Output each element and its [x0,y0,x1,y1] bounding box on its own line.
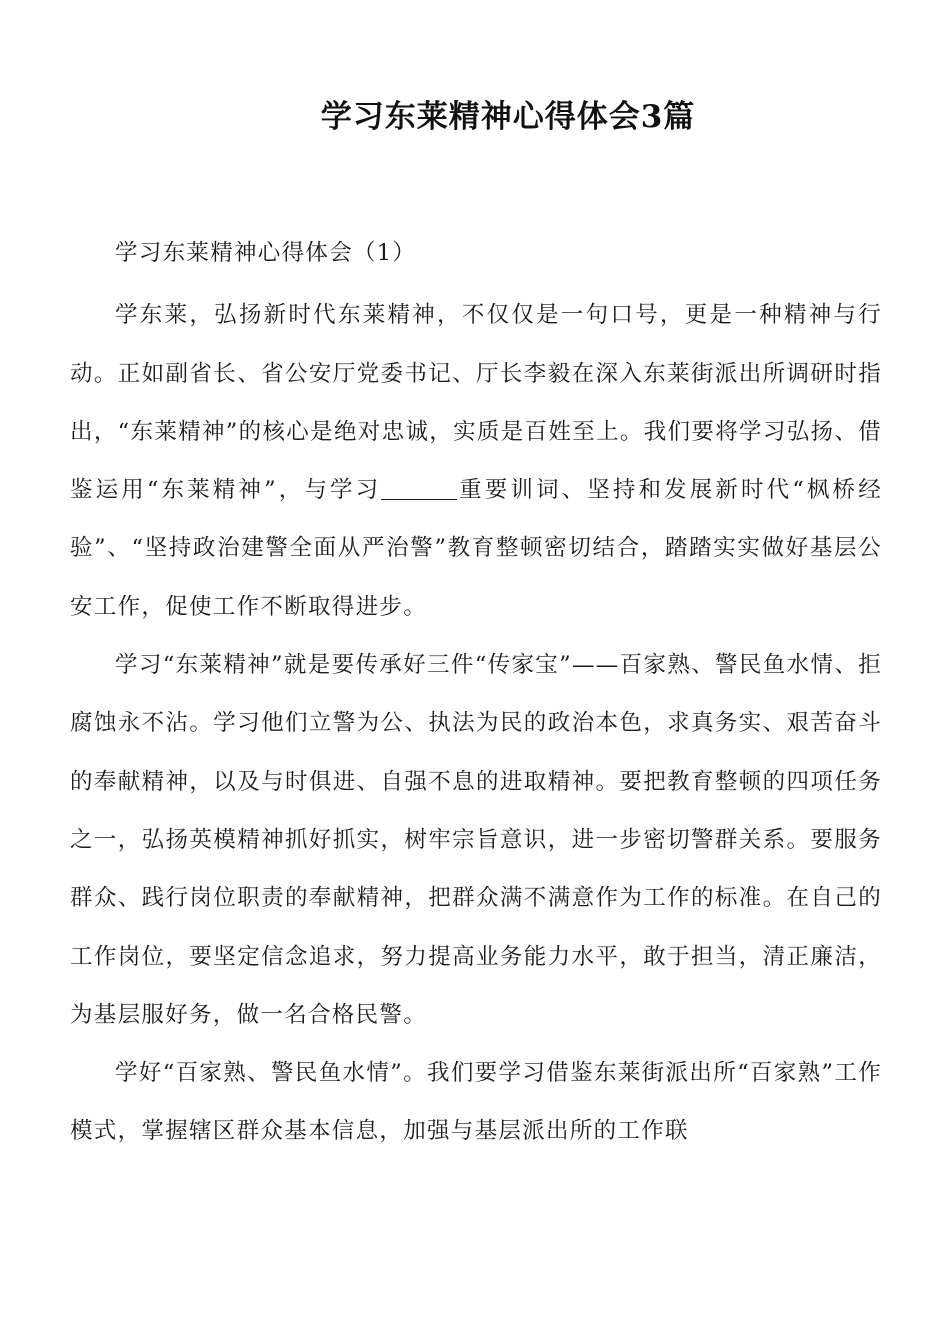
blank-underline [381,477,457,501]
paragraph-2: 学习“东莱精神”就是要传承好三件“传家宝”——百家熟、警民鱼水情、拒腐蚀永不沾。学习他们立警为公、执法为民的政治本色，求真务实、艰苦奋斗的奉献精神，以及与时俱进、自强不息的进取精神。要把教育整顿的四项任务之一，弘扬英模精神抓好抓实，树牢宗旨意识，进一步密切警群关系。要服务群众、践行岗位职责的奉献精神，把群众满不满意作为工作的标准。在自己的工作岗位，要坚定信念追求，努力提高业务能力水平，敢于担当，清正廉洁，为基层服好务，做一名合格民警。 [70,652,882,1028]
section-heading: 学习东莱精神心得体会（1） [115,240,417,266]
document-title: 学习东莱精神心得体会3篇 [320,99,696,135]
paragraph-3: 学好“百家熟、警民鱼水情”。我们要学习借鉴东莱街派出所“百家熟”工作模式，掌握辖区群众基本信息，加强与基层派出所的工作联 [70,1060,882,1145]
document-body [70,224,882,1161]
paragraph-1-text-end: 重要训词、坚持和发展新时代“枫桥经验”、“坚持政治建警全面从严治警”教育整顿密切结合，踏踏实实做好基层公安工作，促使工作不断取得进步。 [70,477,882,620]
paragraph-1-text-start: 学东莱，弘扬新时代东莱精神，不仅仅是一句口号，更是一种精神与行动。正如副省长、省公安厅党委书记、厅长李毅在深入东莱街派出所调研时指出，“东莱精神”的核心是绝对忠诚，实质是百姓至上。我们要将学习弘扬、借鉴运用“东莱精神”，与学习 [70,302,882,504]
paragraph-1 [70,286,882,636]
